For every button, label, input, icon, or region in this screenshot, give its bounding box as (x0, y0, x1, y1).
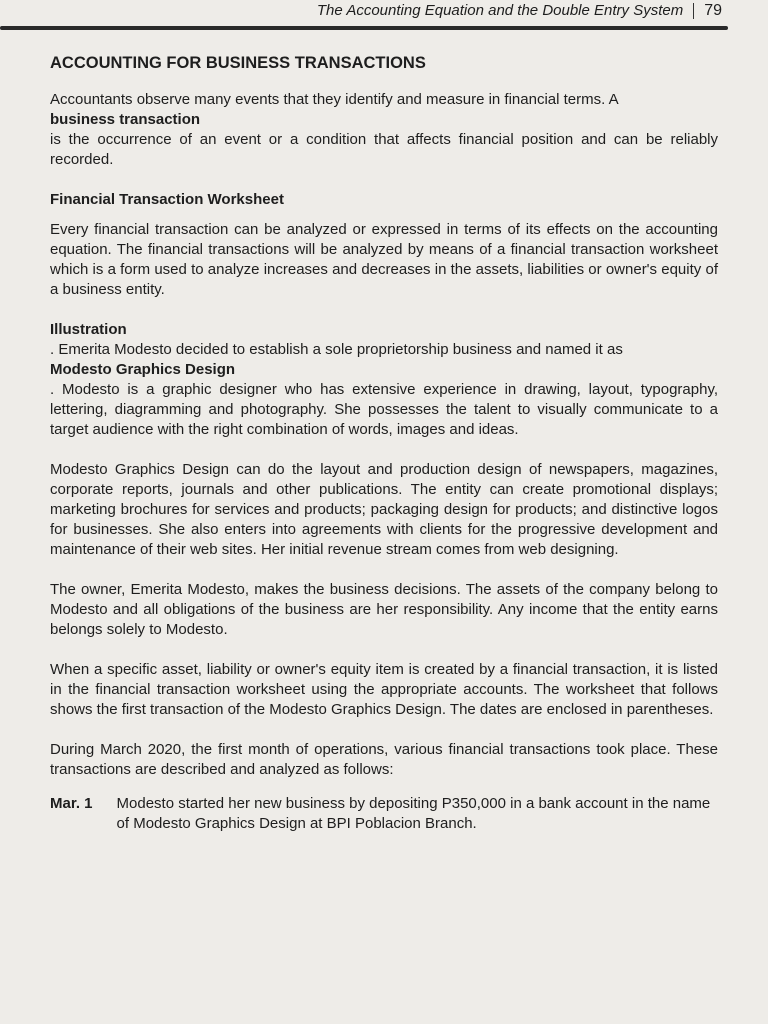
paragraph-accounts: When a specific asset, liability or owner's equity item is created by a financial transaction, it is listed in the financial transaction worksheet using the appropriate accounts. The worksheet that follows shows the first transaction of the Modesto Graphics Design. The dates are enclosed in parentheses. (50, 661, 718, 718)
paragraph-march: During March 2020, the first month of operations, various financial transactions took place. These transactions are described and analyzed as follows: (50, 741, 718, 778)
text: Accountants observe many events that they identify and measure in financial terms. A (50, 91, 619, 108)
text: . Modesto is a graphic designer who has extensive experience in drawing, layout, typography, lettering, diagramming and photography. She possesses the talent to visually communicate to a target audience with the right combination of words, images and ideas. (50, 381, 718, 438)
text: is the occurrence of an event or a condition that affects financial position and can be reliably recorded. (50, 131, 718, 168)
page-content (50, 52, 718, 834)
paragraph-intro (50, 90, 718, 170)
running-title: The Accounting Equation and the Double Entry System (316, 2, 684, 19)
paragraph-services: Modesto Graphics Design can do the layout and production design of newspapers, magazines, corporate reports, journals and other publications. The entity can create promotional displays; marketing brochures for services and products; packaging design for products; and distinctive logos for businesses. She also enters into agreements with clients for the progressive development and maintenance of their web sites. Her initial revenue stream comes from web designing. (50, 461, 718, 558)
paragraph-worksheet: Every financial transaction can be analyzed or expressed in terms of its effects on the accounting equation. The financial transactions will be analyzed by means of a financial transaction worksheet which is a form used to analyze increases and decreases in the assets, liabilities or owner's equity of a business entity. (50, 221, 718, 298)
subheading: Financial Transaction Worksheet (50, 191, 284, 208)
term-business-transaction: business transaction (50, 111, 201, 128)
transaction-entry (50, 794, 718, 834)
transaction-date: Mar. 1 (50, 795, 93, 812)
business-name: Modesto Graphics Design (50, 361, 236, 378)
text: . Emerita Modesto decided to establish a sole proprietorship business and named it as (50, 341, 623, 358)
paragraph-illustration (50, 320, 718, 440)
section-title: ACCOUNTING FOR BUSINESS TRANSACTIONS (50, 54, 426, 72)
header-rule (0, 26, 728, 30)
header-separator (693, 3, 694, 19)
page-number: 79 (704, 2, 722, 19)
transaction-text: Modesto started her new business by depositing P350,000 in a bank account in the name of Modesto Graphics Design at BPI Poblacion Branch. (116, 795, 711, 832)
paragraph-owner: The owner, Emerita Modesto, makes the business decisions. The assets of the company belong to Modesto and all obligations of the business are her responsibility. Any income that the entity earns belongs solely to Modesto. (50, 581, 718, 638)
running-header (317, 2, 722, 20)
label-illustration: Illustration (50, 321, 127, 338)
